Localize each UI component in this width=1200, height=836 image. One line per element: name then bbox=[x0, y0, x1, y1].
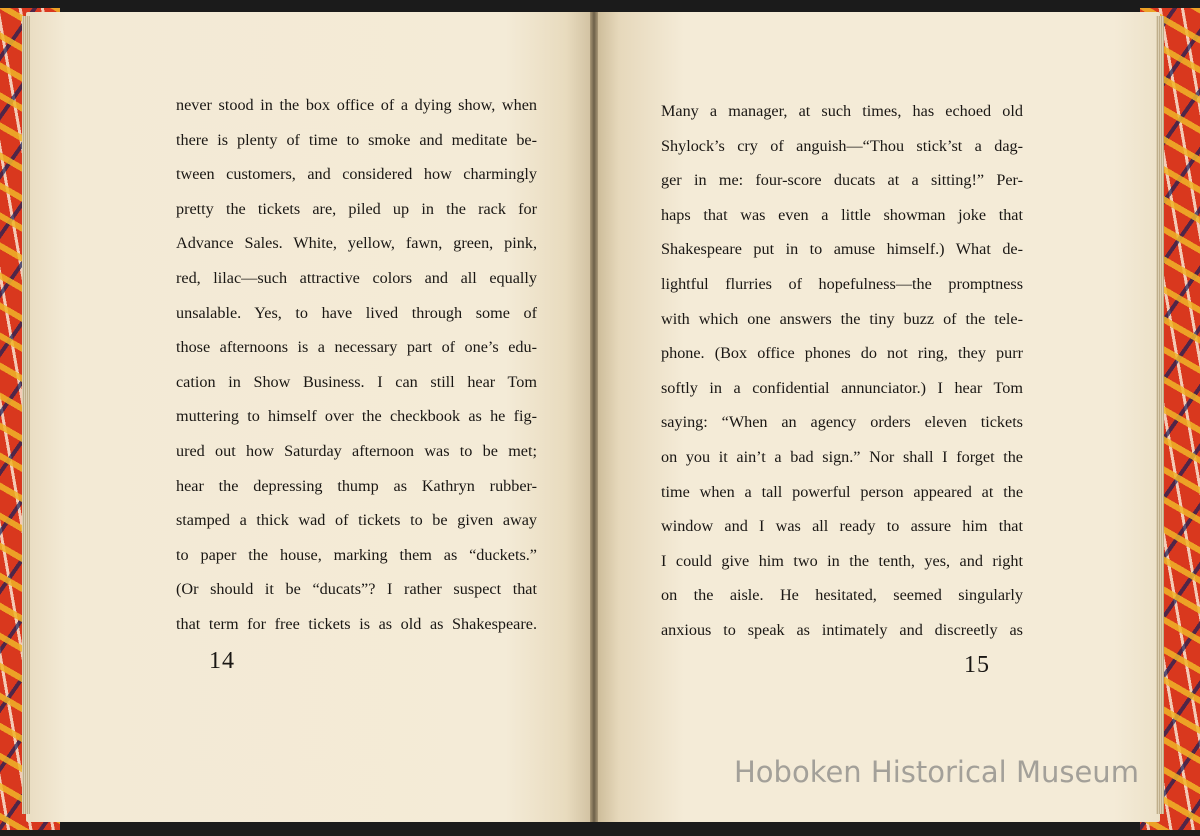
page-number-right: 15 bbox=[964, 652, 990, 678]
text-line: with which one answers the tiny buzz of the tele- bbox=[661, 309, 1023, 328]
text-line: phone. (Box office phones do not ring, they purr bbox=[661, 344, 1023, 363]
text-line: window and I was all ready to assure him that bbox=[661, 517, 1023, 536]
book-gutter bbox=[590, 12, 598, 822]
text-line: I could give him two in the tenth, yes, and right bbox=[661, 551, 1023, 570]
watermark: Hoboken Historical Museum bbox=[734, 755, 1139, 789]
text-line: time when a tall powerful person appeared at the bbox=[661, 482, 1023, 501]
page-number-left: 14 bbox=[209, 648, 235, 674]
text-line: Advance Sales. White, yellow, fawn, green, pink, bbox=[176, 234, 537, 253]
page-edges-right bbox=[1156, 16, 1164, 814]
text-line: red, lilac—such attractive colors and all equally bbox=[176, 268, 537, 287]
text-line: tween customers, and considered how charmingly bbox=[176, 165, 537, 184]
text-line: unsalable. Yes, to have lived through some of bbox=[176, 303, 537, 322]
text-line: lightful flurries of hopefulness—the promptness bbox=[661, 274, 1023, 293]
text-line: those afternoons is a necessary part of one’s edu- bbox=[176, 338, 537, 357]
text-line: cation in Show Business. I can still hear Tom bbox=[176, 372, 537, 391]
text-line: Many a manager, at such times, has echoed old bbox=[661, 102, 1023, 120]
text-line: saying: “When an agency orders eleven tickets bbox=[661, 413, 1023, 432]
right-page-text bbox=[661, 94, 1023, 648]
text-line: stamped a thick wad of tickets to be given away bbox=[176, 511, 537, 530]
text-line: ger in me: four-score ducats at a sitting!” Per- bbox=[661, 171, 1023, 190]
text-line: on the aisle. He hesitated, seemed singularly bbox=[661, 586, 1023, 605]
text-line: softly in a confidential annunciator.) I hear Tom bbox=[661, 378, 1023, 397]
text-line: Shakespeare put in to amuse himself.) What de- bbox=[661, 240, 1023, 259]
text-line: pretty the tickets are, piled up in the rack for bbox=[176, 199, 537, 218]
text-line: to paper the house, marking them as “duckets.” bbox=[176, 545, 537, 564]
text-line: on you it ain’t a bad sign.” Nor shall I forget the bbox=[661, 447, 1023, 466]
text-line: never stood in the box office of a dying show, when bbox=[176, 96, 537, 114]
text-line: anxious to speak as intimately and discreetly as bbox=[661, 620, 1023, 639]
text-line: muttering to himself over the checkbook as he fig- bbox=[176, 407, 537, 426]
text-line: there is plenty of time to smoke and meditate be- bbox=[176, 130, 537, 149]
text-line: haps that was even a little showman joke that bbox=[661, 205, 1023, 224]
text-line: hear the depressing thump as Kathryn rubber- bbox=[176, 476, 537, 495]
text-line: (Or should it be “ducats”? I rather suspect that bbox=[176, 580, 537, 599]
text-line: that term for free tickets is as old as Shakespeare. bbox=[176, 614, 537, 633]
text-line: Shylock’s cry of anguish—“Thou stick’st a dag- bbox=[661, 136, 1023, 155]
text-line: ured out how Saturday afternoon was to be met; bbox=[176, 441, 537, 460]
left-page-text bbox=[176, 88, 537, 642]
page-edges-left bbox=[22, 16, 30, 814]
